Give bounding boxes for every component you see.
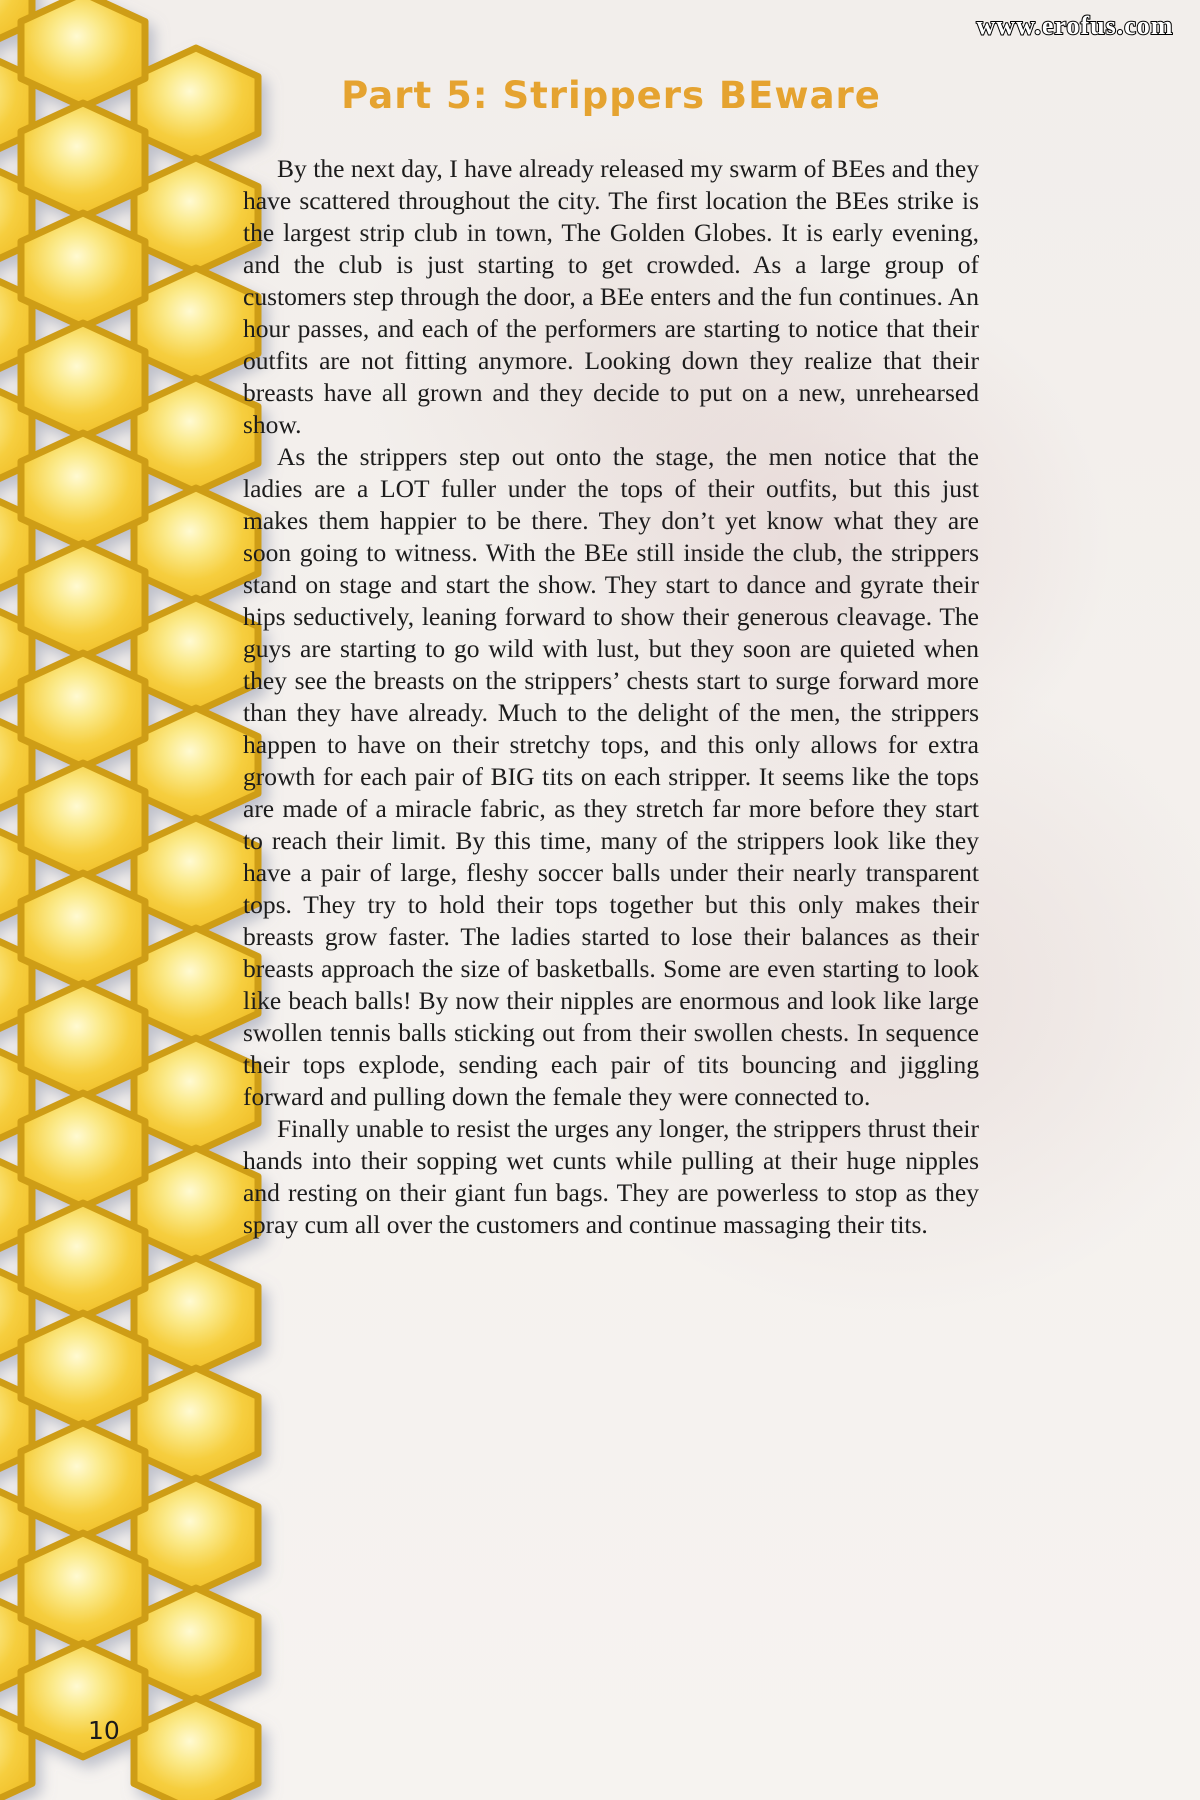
watermark-text: www.erofus.com <box>976 11 1174 40</box>
story-text <box>243 153 979 1241</box>
watermark <box>955 6 1195 44</box>
page-title: Part 5: Strippers BEware <box>341 74 881 117</box>
page-number: 10 <box>88 1716 120 1745</box>
story-paragraph-3: Finally unable to resist the urges any longer, the strippers thrust their hands into their sopping wet cunts while pulling at their huge nipples and resting on their giant fun bags. They are powerless to stop as they spray cum all over the customers and continue massaging their tits. <box>243 1114 979 1239</box>
story-paragraph-1: By the next day, I have already released my swarm of BEes and they have scattered throughout the city. The first location the BEes strike is the largest strip club in town, The Golden Globes. It is early evening, and the club is just starting to get crowded. As a large group of customers step through the door, a BEe enters and the fun continues. An hour passes, and each of the performers are starting to notice that their outfits are not fitting anymore. Looking down they realize that their breasts have all grown and they decide to put on a new, unrehearsed show. <box>243 154 979 439</box>
story-paragraph-2: As the strippers step out onto the stage, the men notice that the ladies are a LOT fuller under the tops of their outfits, but this just makes them happier to be there. They don’t yet know what they are soon going to witness. With the BEe still inside the club, the strippers stand on stage and start the show. They start to dance and gyrate their hips seductively, leaning forward to show their generous cleavage. The guys are starting to go wild with lust, but they soon are quieted when they see the breasts on the strippers’ chests start to surge forward more than they have already. Much to the delight of the men, the strippers happen to have on their stretchy tops, and this only allows for extra growth for each pair of BIG tits on each stripper. It seems like the tops are made of a miracle fabric, as they stretch far more before they start to reach their limit. By this time, many of the strippers look like they have a pair of large, fleshy soccer balls under their nearly transparent tops. They try to hold their tops together but this only makes their breasts grow faster. The ladies started to lose their balances as their breasts approach the size of basketballs. Some are even starting to look like beach balls! By now their nipples are enormous and look like large swollen tennis balls sticking out from their swollen chests. In sequence their tops explode, sending each pair of tits bouncing and jiggling forward and pulling down the female they were connected to. <box>243 442 979 1111</box>
